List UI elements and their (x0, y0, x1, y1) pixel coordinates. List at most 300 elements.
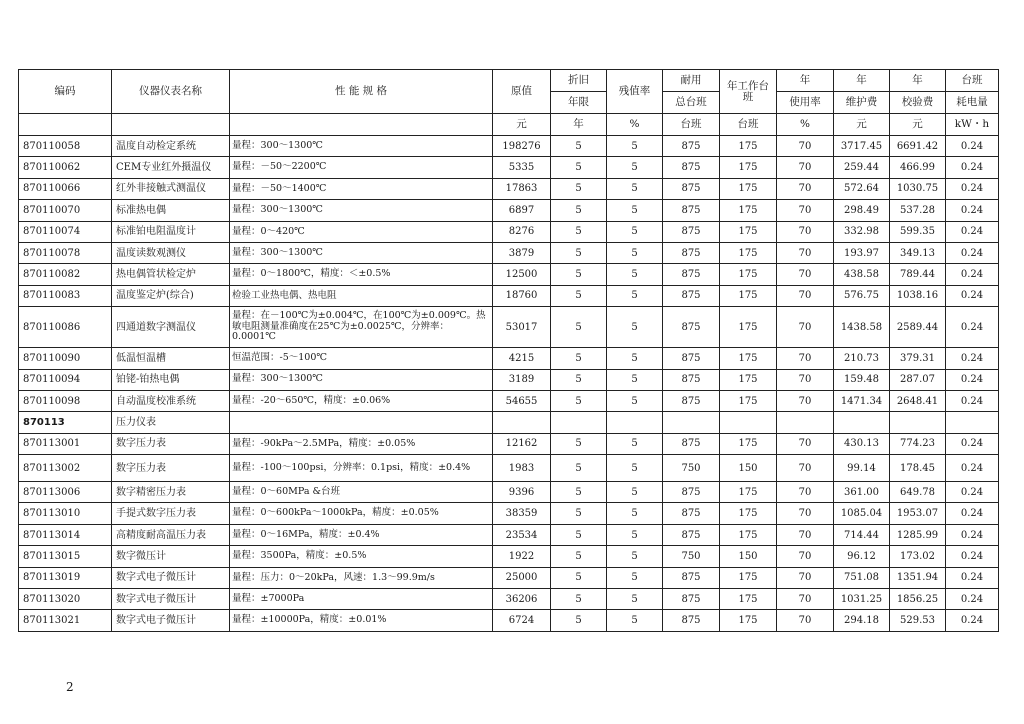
cell-code: 870110062 (19, 157, 112, 178)
header-spec: 性 能 规 格 (230, 70, 493, 114)
cell-spec (230, 412, 493, 433)
table-row (19, 369, 999, 390)
header-name: 仪器仪表名称 (112, 70, 230, 114)
table-row (19, 221, 999, 242)
cell-spec: 量程：0～16MPa，精度：±0.4% (230, 524, 493, 545)
cell-calib: 537.28 (890, 200, 946, 221)
cell-spec: 量程：300～1300℃ (230, 242, 493, 263)
cell-use-rate: 70 (777, 546, 834, 567)
cell-power: 0.24 (946, 503, 999, 524)
unit-use-rate: % (777, 114, 834, 136)
cell-total-shifts: 875 (663, 433, 720, 454)
header-price: 原值 (493, 70, 551, 114)
header-code: 编码 (19, 70, 112, 114)
cell-calib: 287.07 (890, 369, 946, 390)
cell-residual (607, 412, 663, 433)
cell-spec: 量程：300～1300℃ (230, 136, 493, 157)
cell-annual-shifts (720, 412, 777, 433)
cell-calib: 178.45 (890, 455, 946, 482)
cell-calib: 649.78 (890, 482, 946, 503)
cell-annual-shifts: 175 (720, 369, 777, 390)
cell-total-shifts: 875 (663, 524, 720, 545)
cell-calib: 466.99 (890, 157, 946, 178)
unit-maint: 元 (834, 114, 890, 136)
cell-calib: 1856.25 (890, 589, 946, 610)
cell-price: 12500 (493, 264, 551, 285)
cell-code: 870110074 (19, 221, 112, 242)
cell-annual-shifts: 175 (720, 285, 777, 306)
cell-residual: 5 (607, 610, 663, 631)
cell-years: 5 (551, 369, 607, 390)
table-row (19, 390, 999, 411)
cell-calib: 1953.07 (890, 503, 946, 524)
cell-annual-shifts: 175 (720, 589, 777, 610)
cell-calib: 1351.94 (890, 567, 946, 588)
cell-power: 0.24 (946, 264, 999, 285)
cell-use-rate: 70 (777, 264, 834, 285)
cell-spec: 量程：3500Pa，精度：±0.5% (230, 546, 493, 567)
header-total-shifts: 总台班 (663, 92, 720, 114)
cell-code: 870113015 (19, 546, 112, 567)
cell-maint: 298.49 (834, 200, 890, 221)
cell-total-shifts: 875 (663, 610, 720, 631)
cell-years: 5 (551, 567, 607, 588)
cell-total-shifts: 875 (663, 567, 720, 588)
table-row (19, 433, 999, 454)
cell-use-rate: 70 (777, 369, 834, 390)
cell-name: 高精度耐高温压力表 (112, 524, 230, 545)
table-row (19, 610, 999, 631)
cell-use-rate: 70 (777, 136, 834, 157)
table-row (19, 136, 999, 157)
cell-use-rate: 70 (777, 390, 834, 411)
cell-annual-shifts: 175 (720, 482, 777, 503)
cell-use-rate: 70 (777, 221, 834, 242)
cell-code: 870110086 (19, 307, 112, 348)
table-row (19, 200, 999, 221)
cell-years: 5 (551, 524, 607, 545)
cell-maint: 3717.45 (834, 136, 890, 157)
cell-maint: 1471.34 (834, 390, 890, 411)
cell-name: 四通道数字测温仪 (112, 307, 230, 348)
cell-years (551, 412, 607, 433)
cell-maint: 210.73 (834, 348, 890, 369)
cell-power: 0.24 (946, 524, 999, 545)
cell-annual-shifts: 175 (720, 567, 777, 588)
cell-annual-shifts: 175 (720, 136, 777, 157)
table-row (19, 589, 999, 610)
cell-residual: 5 (607, 589, 663, 610)
header-row-1 (19, 70, 999, 92)
cell-years: 5 (551, 348, 607, 369)
cell-years: 5 (551, 589, 607, 610)
cell-spec: 量程：压力：0～20kPa，风速：1.3～99.9m/s (230, 567, 493, 588)
cell-years: 5 (551, 242, 607, 263)
cell-price: 198276 (493, 136, 551, 157)
cell-use-rate: 70 (777, 348, 834, 369)
cell-power: 0.24 (946, 589, 999, 610)
unit-power: kW・h (946, 114, 999, 136)
cell-years: 5 (551, 157, 607, 178)
cell-spec: 检验工业热电偶、热电阻 (230, 285, 493, 306)
cell-years: 5 (551, 200, 607, 221)
cell-years: 5 (551, 264, 607, 285)
cell-total-shifts: 750 (663, 546, 720, 567)
cell-maint: 332.98 (834, 221, 890, 242)
cell-spec: 量程：±7000Pa (230, 589, 493, 610)
cell-years: 5 (551, 482, 607, 503)
cell-code: 870110066 (19, 178, 112, 199)
cell-price: 12162 (493, 433, 551, 454)
unit-blank (19, 114, 112, 136)
cell-total-shifts: 875 (663, 157, 720, 178)
cell-power: 0.24 (946, 157, 999, 178)
units-row (19, 114, 999, 136)
cell-total-shifts: 875 (663, 136, 720, 157)
cell-power: 0.24 (946, 307, 999, 348)
cell-maint: 576.75 (834, 285, 890, 306)
table-row (19, 482, 999, 503)
table-row (19, 264, 999, 285)
cell-code: 870113002 (19, 455, 112, 482)
cell-annual-shifts: 175 (720, 264, 777, 285)
cell-power: 0.24 (946, 200, 999, 221)
cell-code: 870110070 (19, 200, 112, 221)
cell-total-shifts: 875 (663, 221, 720, 242)
header-power-use: 耗电量 (946, 92, 999, 114)
header-power: 台班 (946, 70, 999, 92)
cell-years: 5 (551, 136, 607, 157)
cell-use-rate: 70 (777, 589, 834, 610)
cell-spec: 量程：300～1300℃ (230, 200, 493, 221)
cell-years: 5 (551, 178, 607, 199)
cell-years: 5 (551, 307, 607, 348)
cell-name: 压力仪表 (112, 412, 230, 433)
header-residual: 残值率 (607, 70, 663, 114)
cell-power: 0.24 (946, 567, 999, 588)
cell-calib: 2648.41 (890, 390, 946, 411)
table-row (19, 524, 999, 545)
unit-calib: 元 (890, 114, 946, 136)
cell-residual: 5 (607, 433, 663, 454)
cell-use-rate: 70 (777, 178, 834, 199)
cell-residual: 5 (607, 482, 663, 503)
unit-residual: % (607, 114, 663, 136)
cell-years: 5 (551, 285, 607, 306)
table-row (19, 546, 999, 567)
cell-use-rate (777, 412, 834, 433)
cell-power: 0.24 (946, 221, 999, 242)
cell-use-rate: 70 (777, 482, 834, 503)
cell-spec: 量程：0～60MPa &台班 (230, 482, 493, 503)
cell-power: 0.24 (946, 285, 999, 306)
unit-blank (112, 114, 230, 136)
cell-power: 0.24 (946, 546, 999, 567)
cell-calib: 2589.44 (890, 307, 946, 348)
cell-price: 6724 (493, 610, 551, 631)
cell-calib: 173.02 (890, 546, 946, 567)
cell-power (946, 412, 999, 433)
cell-annual-shifts: 150 (720, 546, 777, 567)
cell-annual-shifts: 175 (720, 433, 777, 454)
cell-maint: 438.58 (834, 264, 890, 285)
cell-annual-shifts: 150 (720, 455, 777, 482)
cell-residual: 5 (607, 307, 663, 348)
cell-name: 数字压力表 (112, 433, 230, 454)
cell-code: 870110083 (19, 285, 112, 306)
header-calib: 年 (890, 70, 946, 92)
cell-code: 870113019 (19, 567, 112, 588)
cell-price: 8276 (493, 221, 551, 242)
cell-price: 9396 (493, 482, 551, 503)
cell-name: 自动温度校准系统 (112, 390, 230, 411)
table-row (19, 455, 999, 482)
cell-power: 0.24 (946, 610, 999, 631)
cell-name: 手提式数字压力表 (112, 503, 230, 524)
instrument-cost-table (18, 69, 999, 632)
cell-use-rate: 70 (777, 567, 834, 588)
cell-annual-shifts: 175 (720, 503, 777, 524)
unit-annual-shifts: 台班 (720, 114, 777, 136)
cell-spec: 恒温范围：-5～100℃ (230, 348, 493, 369)
cell-price: 36206 (493, 589, 551, 610)
cell-spec: 量程：－50～2200℃ (230, 157, 493, 178)
cell-years: 5 (551, 610, 607, 631)
cell-annual-shifts: 175 (720, 390, 777, 411)
cell-name: 数字式电子微压计 (112, 610, 230, 631)
cell-spec: 量程：±10000Pa，精度：±0.01% (230, 610, 493, 631)
cell-code: 870113014 (19, 524, 112, 545)
table-row (19, 178, 999, 199)
cell-use-rate: 70 (777, 433, 834, 454)
cell-annual-shifts: 175 (720, 242, 777, 263)
cell-maint: 361.00 (834, 482, 890, 503)
cell-calib: 349.13 (890, 242, 946, 263)
cell-name: 温度读数观测仪 (112, 242, 230, 263)
cell-residual: 5 (607, 348, 663, 369)
cell-power: 0.24 (946, 482, 999, 503)
cell-code: 870113001 (19, 433, 112, 454)
cell-total-shifts: 875 (663, 348, 720, 369)
cell-code: 870110090 (19, 348, 112, 369)
cell-years: 5 (551, 221, 607, 242)
page-number: 2 (66, 680, 74, 694)
cell-spec: 量程：0～420℃ (230, 221, 493, 242)
cell-annual-shifts: 175 (720, 610, 777, 631)
cell-price: 1922 (493, 546, 551, 567)
cell-residual: 5 (607, 285, 663, 306)
cell-annual-shifts: 175 (720, 348, 777, 369)
cell-price: 18760 (493, 285, 551, 306)
cell-code: 870110094 (19, 369, 112, 390)
cell-price: 4215 (493, 348, 551, 369)
cell-calib: 774.23 (890, 433, 946, 454)
cell-total-shifts (663, 412, 720, 433)
header-depreciation-years: 年限 (551, 92, 607, 114)
cell-calib: 6691.42 (890, 136, 946, 157)
cell-code: 870110058 (19, 136, 112, 157)
cell-maint: 99.14 (834, 455, 890, 482)
cell-code: 870110098 (19, 390, 112, 411)
cell-annual-shifts: 175 (720, 524, 777, 545)
cell-years: 5 (551, 455, 607, 482)
cell-annual-shifts: 175 (720, 307, 777, 348)
cell-years: 5 (551, 390, 607, 411)
cell-name: 温度自动检定系统 (112, 136, 230, 157)
header-maint: 年 (834, 70, 890, 92)
cell-maint (834, 412, 890, 433)
cell-name: 热电偶管状检定炉 (112, 264, 230, 285)
cell-maint: 259.44 (834, 157, 890, 178)
cell-total-shifts: 875 (663, 390, 720, 411)
cell-calib: 1030.75 (890, 178, 946, 199)
header-depreciation: 折旧 (551, 70, 607, 92)
cell-name: 数字微压计 (112, 546, 230, 567)
cell-residual: 5 (607, 546, 663, 567)
cell-residual: 5 (607, 221, 663, 242)
cell-power: 0.24 (946, 178, 999, 199)
header-maint-fee: 维护费 (834, 92, 890, 114)
cell-power: 0.24 (946, 455, 999, 482)
cell-name: CEM专业红外摄温仪 (112, 157, 230, 178)
cell-use-rate: 70 (777, 455, 834, 482)
cell-total-shifts: 875 (663, 482, 720, 503)
cell-name: 数字式电子微压计 (112, 567, 230, 588)
cell-code: 870113010 (19, 503, 112, 524)
table-row (19, 157, 999, 178)
header-use-rate: 使用率 (777, 92, 834, 114)
cell-name: 温度鉴定炉(综合) (112, 285, 230, 306)
cell-annual-shifts: 175 (720, 178, 777, 199)
cell-power: 0.24 (946, 242, 999, 263)
cell-power: 0.24 (946, 348, 999, 369)
cell-residual: 5 (607, 242, 663, 263)
unit-price: 元 (493, 114, 551, 136)
cell-price: 3189 (493, 369, 551, 390)
table-row (19, 567, 999, 588)
cell-maint: 430.13 (834, 433, 890, 454)
cell-years: 5 (551, 503, 607, 524)
header-use: 年 (777, 70, 834, 92)
cell-price: 25000 (493, 567, 551, 588)
cell-residual: 5 (607, 157, 663, 178)
table-body (19, 70, 999, 632)
cell-price: 53017 (493, 307, 551, 348)
cell-spec: 量程：0～600kPa～1000kPa，精度：±0.05% (230, 503, 493, 524)
cell-code: 870113 (19, 412, 112, 433)
cell-residual: 5 (607, 264, 663, 285)
unit-total-shifts: 台班 (663, 114, 720, 136)
unit-blank (230, 114, 493, 136)
cell-price (493, 412, 551, 433)
cell-spec: 量程：300～1300℃ (230, 369, 493, 390)
header-calib-fee: 校验费 (890, 92, 946, 114)
cell-name: 红外非接触式测温仪 (112, 178, 230, 199)
cell-spec: 量程：-20～650℃，精度：±0.06% (230, 390, 493, 411)
cell-residual: 5 (607, 567, 663, 588)
cell-maint: 1031.25 (834, 589, 890, 610)
cell-spec: 量程：0～1800℃，精度：＜±0.5% (230, 264, 493, 285)
cell-calib: 1285.99 (890, 524, 946, 545)
cell-name: 数字压力表 (112, 455, 230, 482)
cell-years: 5 (551, 433, 607, 454)
cell-price: 1983 (493, 455, 551, 482)
cell-maint: 751.08 (834, 567, 890, 588)
cell-total-shifts: 875 (663, 369, 720, 390)
cell-code: 870113006 (19, 482, 112, 503)
cell-spec: 量程：-90kPa～2.5MPa，精度：±0.05% (230, 433, 493, 454)
cell-power: 0.24 (946, 433, 999, 454)
cell-calib: 1038.16 (890, 285, 946, 306)
cell-spec: 量程：-100～100psi，分辨率：0.1psi，精度：±0.4% (230, 455, 493, 482)
table-row (19, 307, 999, 348)
cell-total-shifts: 875 (663, 178, 720, 199)
cell-code: 870113021 (19, 610, 112, 631)
cell-code: 870110082 (19, 264, 112, 285)
cell-power: 0.24 (946, 136, 999, 157)
cell-calib: 599.35 (890, 221, 946, 242)
cell-residual: 5 (607, 200, 663, 221)
cell-price: 6897 (493, 200, 551, 221)
table-row (19, 285, 999, 306)
cell-name: 标准热电偶 (112, 200, 230, 221)
cell-price: 23534 (493, 524, 551, 545)
cell-residual: 5 (607, 178, 663, 199)
cell-spec: 量程：在－100℃为±0.004℃，在100℃为±0.009℃。热敏电阻测量准确度在25℃为±0.0025℃，分辨率：0.0001℃ (230, 307, 493, 348)
cell-total-shifts: 875 (663, 285, 720, 306)
cell-price: 3879 (493, 242, 551, 263)
category-row (19, 412, 999, 433)
cell-code: 870113020 (19, 589, 112, 610)
cell-calib (890, 412, 946, 433)
header-annual-shifts: 年工作台班 (720, 70, 777, 114)
cell-maint: 1438.58 (834, 307, 890, 348)
cell-use-rate: 70 (777, 503, 834, 524)
cell-residual: 5 (607, 503, 663, 524)
cell-total-shifts: 875 (663, 264, 720, 285)
cell-name: 数字精密压力表 (112, 482, 230, 503)
cell-annual-shifts: 175 (720, 200, 777, 221)
cell-price: 38359 (493, 503, 551, 524)
cell-maint: 714.44 (834, 524, 890, 545)
cell-spec: 量程：－50～1400℃ (230, 178, 493, 199)
cell-years: 5 (551, 546, 607, 567)
cell-use-rate: 70 (777, 610, 834, 631)
cell-maint: 1085.04 (834, 503, 890, 524)
cell-use-rate: 70 (777, 285, 834, 306)
cell-residual: 5 (607, 369, 663, 390)
table-row (19, 348, 999, 369)
cell-use-rate: 70 (777, 307, 834, 348)
cell-power: 0.24 (946, 369, 999, 390)
cell-annual-shifts: 175 (720, 221, 777, 242)
cell-price: 5335 (493, 157, 551, 178)
cell-use-rate: 70 (777, 524, 834, 545)
unit-years: 年 (551, 114, 607, 136)
cell-total-shifts: 875 (663, 589, 720, 610)
header-durable: 耐用 (663, 70, 720, 92)
cell-price: 17863 (493, 178, 551, 199)
cell-maint: 159.48 (834, 369, 890, 390)
cell-total-shifts: 750 (663, 455, 720, 482)
cell-residual: 5 (607, 136, 663, 157)
table-row (19, 503, 999, 524)
cell-residual: 5 (607, 524, 663, 545)
cell-total-shifts: 875 (663, 242, 720, 263)
cell-maint: 294.18 (834, 610, 890, 631)
cell-maint: 96.12 (834, 546, 890, 567)
cell-residual: 5 (607, 455, 663, 482)
